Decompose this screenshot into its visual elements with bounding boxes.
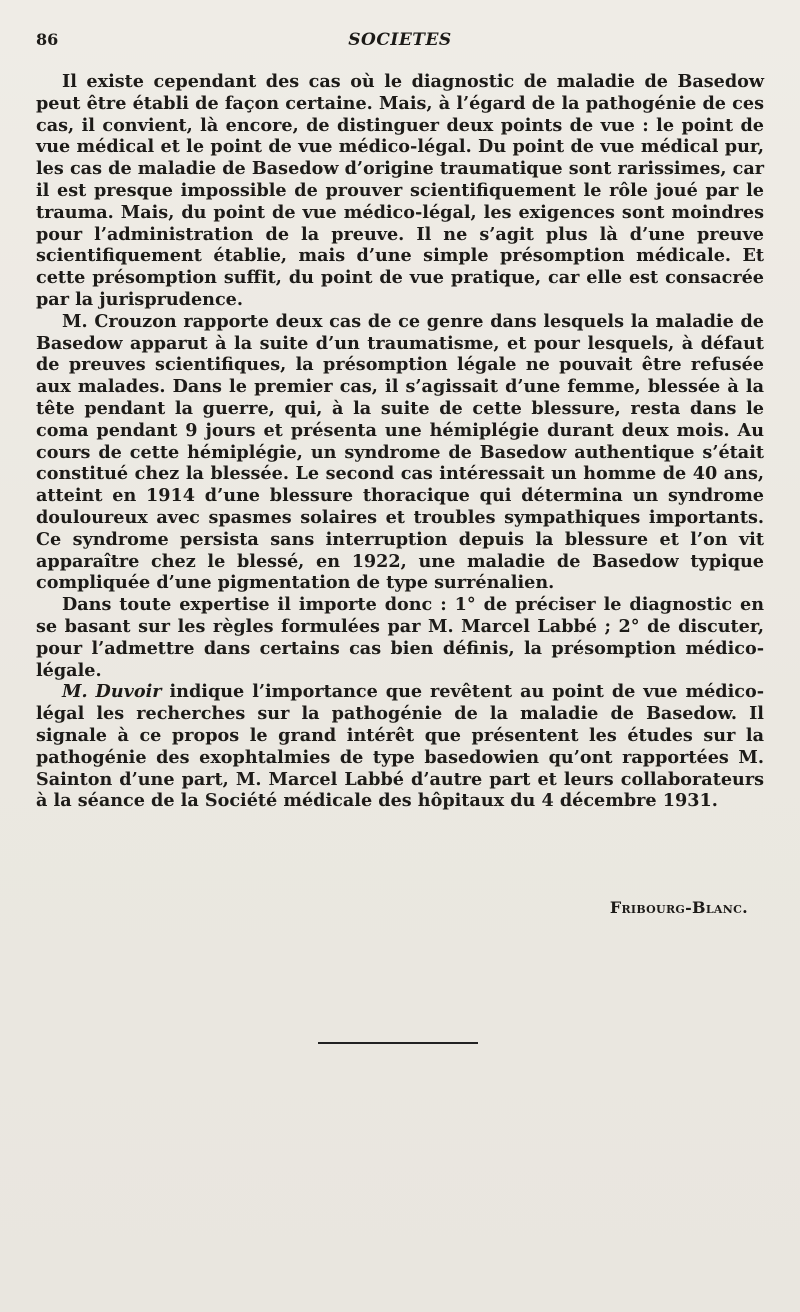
author-signature: Fribourg-Blanc. xyxy=(609,898,748,917)
paragraph-1: Il existe cependant des cas où le diagnostic de maladie de Basedow peut être établi de façon certaine. Mais, à l’égard de la pathogénie de ces cas, il convient, là encore, de distinguer deux points de vue : le point de vue médical et le point de vue médico-légal. Du point de vue médical pur, les cas de maladie de Basedow d’origine traumatique sont rarissimes, car il est presque impossible de prouver scientifiquement le rôle joué par le trauma. Mais, du point de vue médico-légal, les exigences sont moindres pour l’administration de la preuve. Il ne s’agit plus là d’une preuve scientifiquement établie, mais d’une simple présomption médicale. Et cette présomption suffit, du point de vue pratique, car elle est consacrée par la jurisprudence. xyxy=(36,71,764,310)
page-number: 86 xyxy=(36,30,59,49)
page-header xyxy=(36,30,764,54)
running-title: SOCIETES xyxy=(348,30,452,50)
paragraph-4-text: indique l’importance que revêtent au point de vue médico-légal les recherches sur la pathogénie de la maladie de Basedow. Il signale à ce propos le grand intérêt que présentent les études sur la pathogénie des exophtalmies de type basedowien qu’ont rapportées M. Sainton d’une part, M. Marcel Labbé d’autre part et leurs collaborateurs à la séance de la Société médicale des hôpitaux du 4 décembre 1931. xyxy=(36,681,765,812)
paragraph-2: M. Crouzon rapporte deux cas de ce genre dans lesquels la maladie de Basedow apparut à la suite d’un traumatisme, et pour lesquels, à défaut de preuves scientifiques, la présomption légale ne pouvait être refusée aux malades. Dans le premier cas, il s’agissait d’une femme, blessée à la tête pendant la guerre, qui, à la suite de cette blessure, resta dans le coma pendant 9 jours et présenta une hémiplégie durant deux mois. Au cours de cette hémiplégie, un syndrome de Basedow authentique s’était constitué chez la blessée. Le second cas intéressait un homme de 40 ans, atteint en 1914 d’une blessure thoracique qui détermina un syndrome douloureux avec spasmes solaires et troubles sympathiques importants. Ce syndrome persista sans interruption depuis la blessure et l’on vit apparaître chez le blessé, en 1922, une maladie de Basedow typique compliquée d’une pigmentation de type surrénalien. xyxy=(36,310,764,594)
paragraph-4 xyxy=(36,681,764,812)
paragraph-3: Dans toute expertise il importe donc : 1° de préciser le diagnostic en se basant sur les règles formulées par M. Marcel Labbé ; 2° de discuter, pour l’admettre dans certains cas bien définis, la présomption médico-légale. xyxy=(36,594,764,681)
article-body xyxy=(36,71,764,812)
speaker-name: M. Duvoir xyxy=(62,681,162,703)
section-divider xyxy=(318,1042,478,1044)
